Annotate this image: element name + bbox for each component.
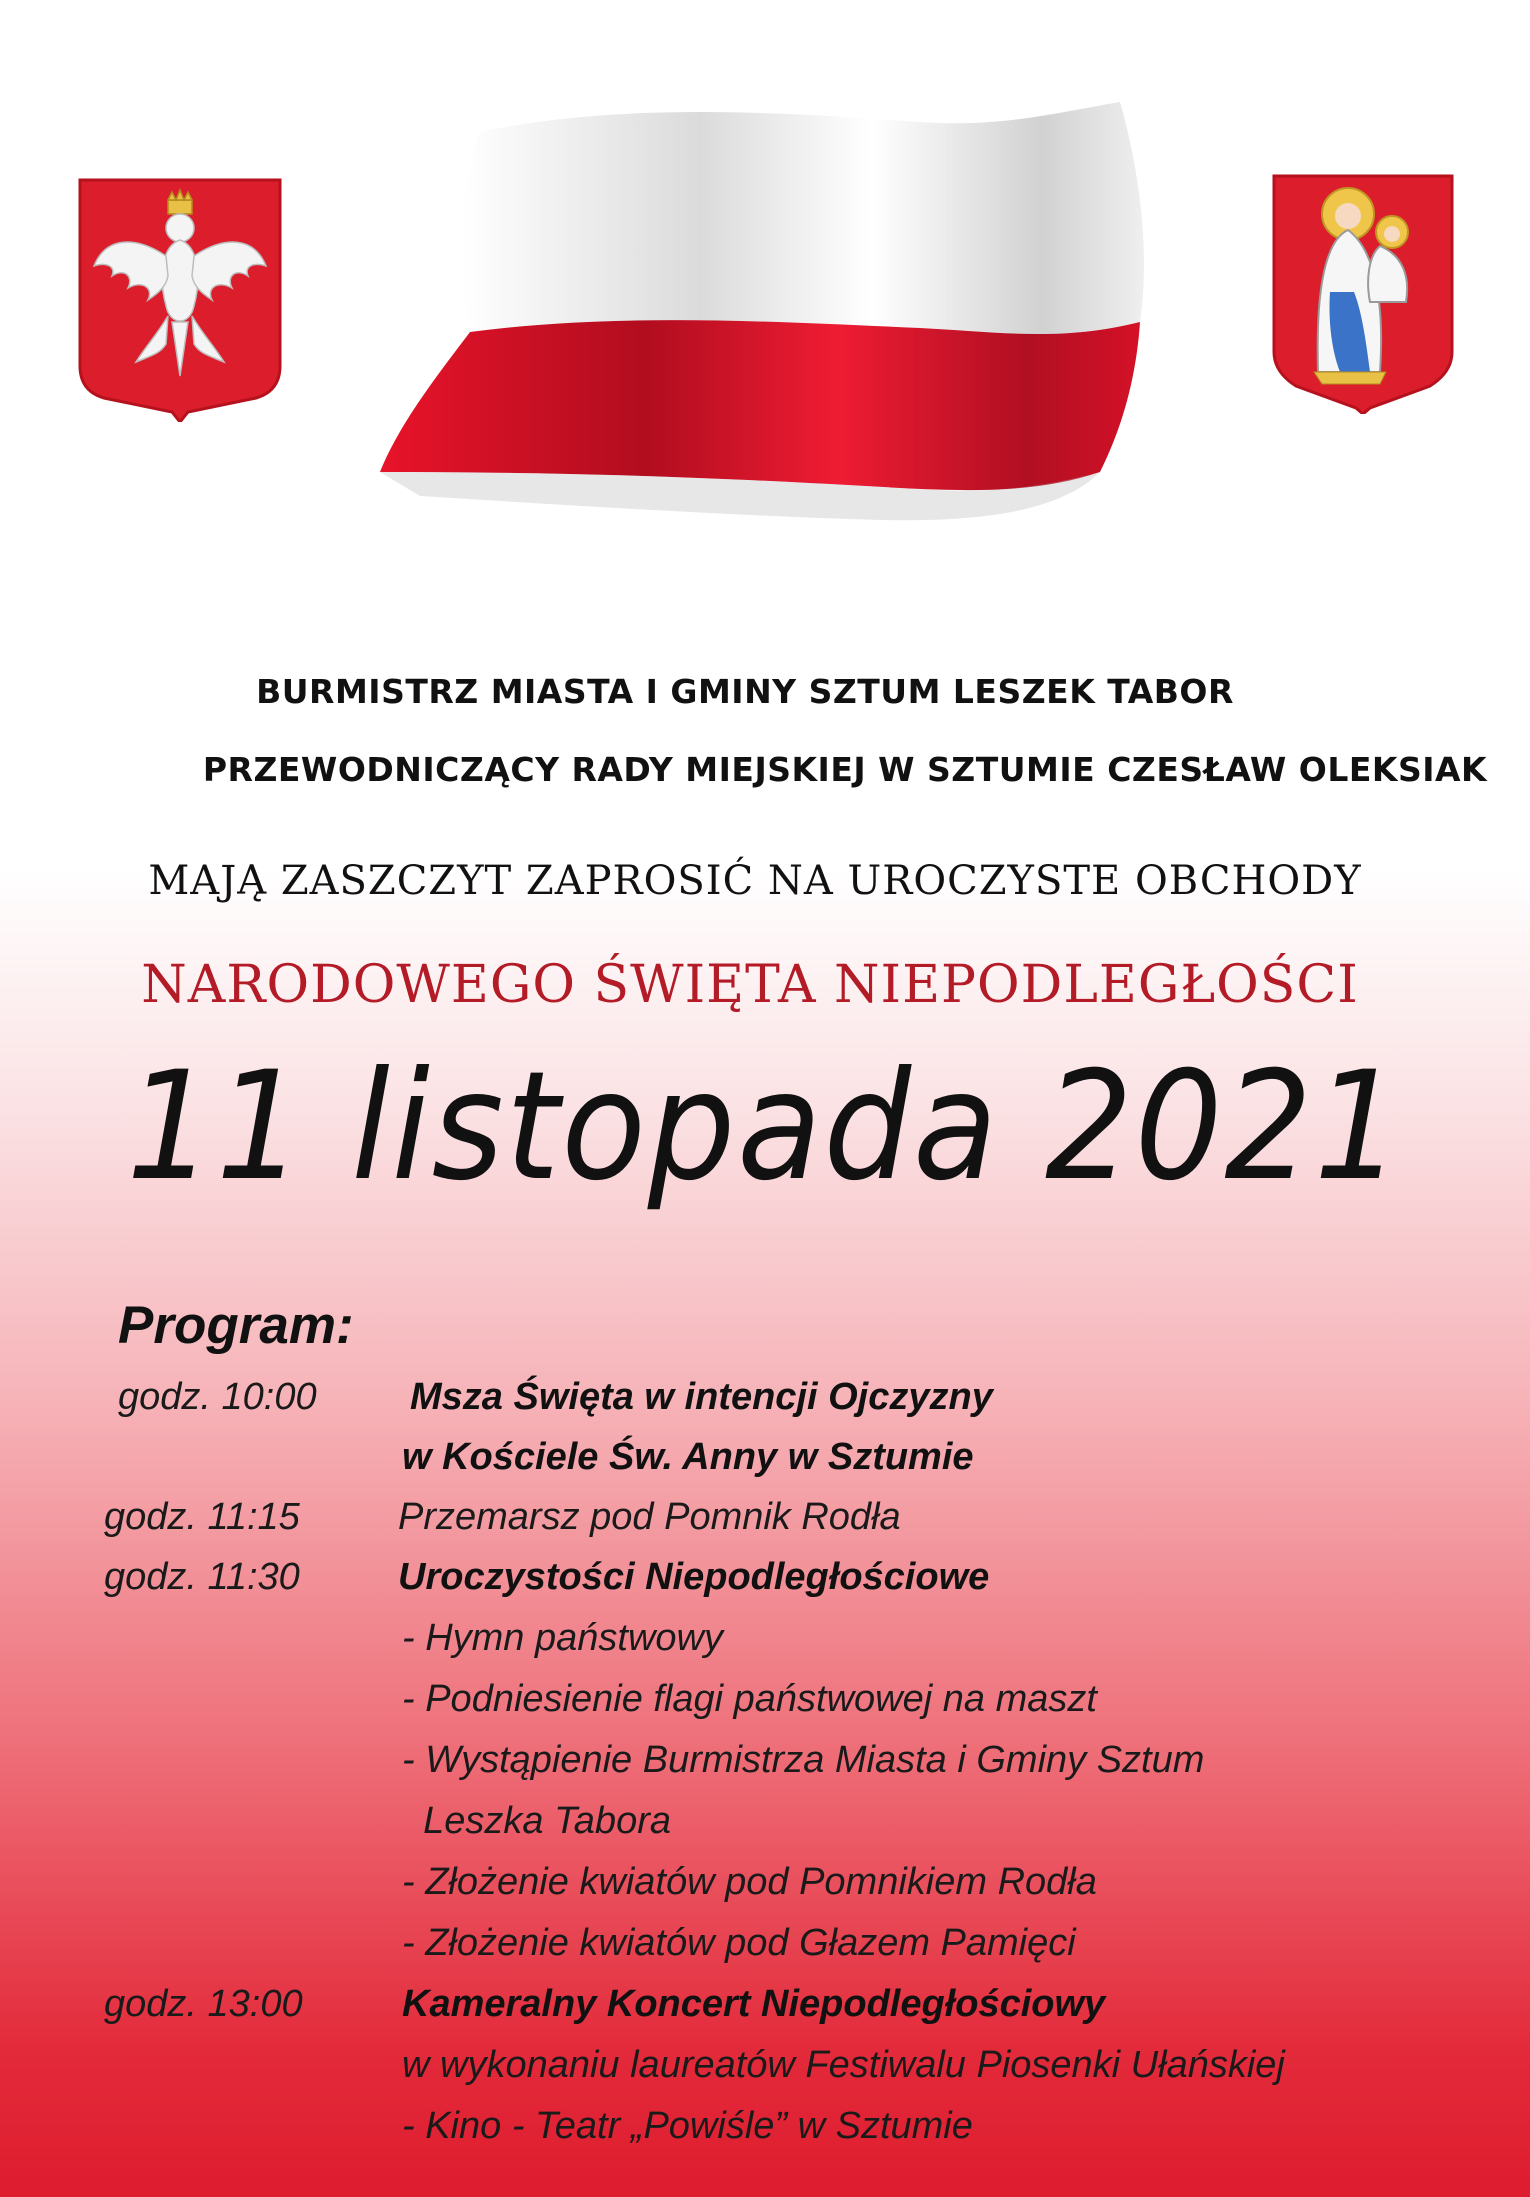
program-line-2-1: Przemarsz pod Pomnik Rodła [398,1496,901,1538]
program-time-2: godz. 11:15 [104,1496,300,1538]
program-line-4-2: w wykonaniu laureatów Festiwalu Piosenki Ułańskiej [402,2044,1285,2086]
polish-eagle-coat-of-arms-icon [76,176,284,422]
program-line-3-7: - Złożenie kwiatów pod Głazem Pamięci [402,1922,1076,1964]
polish-flag-icon [360,92,1160,592]
program-line-3-3: - Podniesienie flagi państwowej na maszt [402,1678,1097,1720]
program-line-3-4: - Wystąpienie Burmistrza Miasta i Gminy Sztum [402,1739,1205,1781]
program-line-1-2: w Kościele Św. Anny w Sztumie [402,1436,974,1478]
program-line-3-1: Uroczystości Niepodległościowe [398,1556,990,1598]
program-line-4-3: - Kino - Teatr „Powiśle” w Sztumie [402,2105,973,2147]
program-line-3-6: - Złożenie kwiatów pod Pomnikiem Rodła [402,1861,1097,1903]
event-date: 11 listopada 2021 [126,1040,1404,1214]
mayor-line: BURMISTRZ MIASTA I GMINY SZTUM LESZEK TABOR [256,672,1234,711]
holiday-title: NARODOWEGO ŚWIĘTA NIEPODLEGŁOŚCI [141,955,1359,1015]
program-title: Program: [118,1296,354,1355]
program-line-3-5: Leszka Tabora [402,1800,671,1842]
program-time-3: godz. 11:30 [104,1556,300,1598]
program-line-3-2: - Hymn państwowy [402,1617,723,1659]
program-line-1-1: Msza Święta w intencji Ojczyzny [410,1376,993,1418]
program-time-4: godz. 13:00 [104,1983,303,2025]
council-chairman-line: PRZEWODNICZĄCY RADY MIEJSKIEJ W SZTUMIE CZESŁAW OLEKSIAK [202,750,1488,789]
program-time-1: godz. 10:00 [118,1376,317,1418]
invitation-line: MAJĄ ZASZCZYT ZAPROSIĆ NA UROCZYSTE OBCHODY [148,858,1362,904]
sztum-coat-of-arms-icon [1270,172,1456,414]
program-line-4-1: Kameralny Koncert Niepodległościowy [402,1983,1106,2025]
